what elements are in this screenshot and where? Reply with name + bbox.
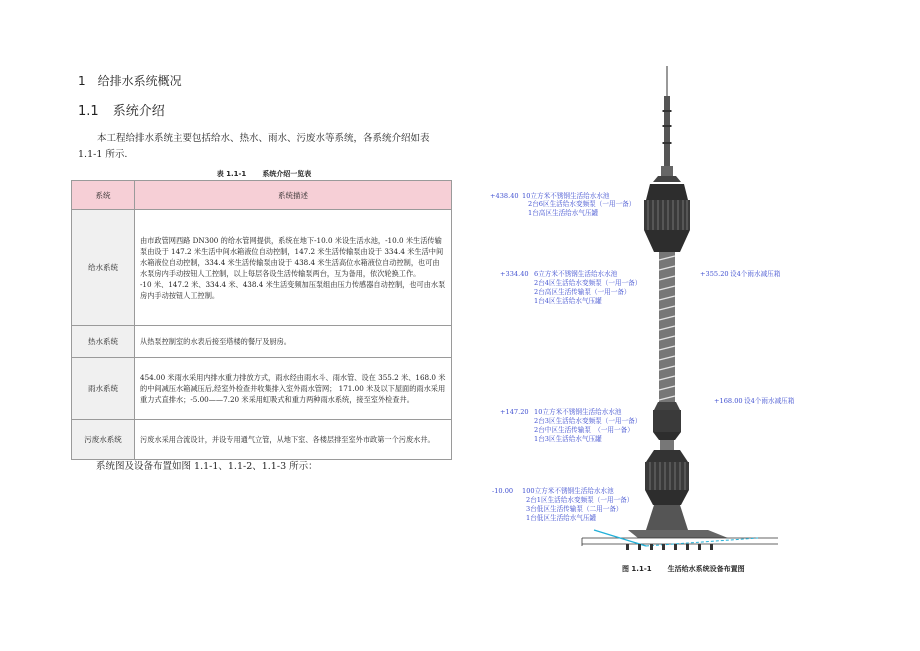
elevation-text: +147.20 [500,408,529,416]
section-title: 给排水系统概况 [97,74,182,88]
elevation-text: +355.20 [700,270,729,278]
elevation-text: +168.00 [714,397,743,405]
tower-base [646,505,688,530]
header-description: 系统描述 [135,181,452,210]
row-description [135,358,452,420]
equipment-line: 设4个雨水减压箱 [744,397,795,405]
podium [628,530,728,538]
equipment-line: 2台中区生活传输泵 （一用一备） [534,426,634,434]
equipment-line: 1台3区生活给水气压罐 [534,435,602,443]
description-line: 454.00 米雨水采用内排水重力排放方式，雨水经由雨水斗、雨水管、设在 355.2 米、168.0 米的中间减压水箱减压后,经室外检查井收集排入室外雨水管网； 171.00 米及以下屋面的雨水采用重力式直排水；-5.00——7.20 米采用虹吸式和重力两种雨水系统，接至室外检查井。 [140,373,446,404]
equipment-line: 2台高区生活传输泵（一用一备） [534,288,631,296]
antenna-ring [663,125,672,127]
figure-reference-text: 系统图及设备布置如图 1.1-1、1.1-2、1.1-3 所示： [96,461,318,472]
equipment-line: 100立方米不锈钢生活给水水池 [522,487,614,495]
row-description [135,326,452,358]
equipment-line: 3台低区生活传输泵（二用一备） [526,505,623,513]
equipment-line: 设4个雨水减压箱 [730,270,781,278]
mid-pod-cap [654,402,680,410]
description-line: 由市政管网西路 DN300 的给水管网提供，系统在地下-10.0 米设生活水池，-10.0 米生活传输泵由设于 147.2 米生活中间水箱液位自动控制，147.2 米生活传输泵由设于 334.4 米生活中间水箱液位自动控制，334.4 米生活传输泵由设于 438.4 米生活高位水箱液位自动控制，也可由水泵房内手动按钮人工控制，以上每层各设生活传输泵两台，互为备用，依次轮换工作。 [140,235,444,278]
figure-caption-text: 生活给水系统设备布置图 [667,565,745,573]
level-minus10-label [492,486,633,522]
level-438-label [490,191,635,217]
antenna-base [661,166,673,176]
equipment-line: 1台高区生活给水气压罐 [528,209,599,217]
row-name: 污废水系统 [72,420,135,460]
table-row [72,358,452,420]
figure-caption-number: 图 1.1-1 [622,565,652,573]
equipment-line: 1台4区生活给水气压罐 [534,297,602,305]
level-334-label [500,269,641,305]
top-pod-lower [644,230,690,252]
level-355-label [700,269,781,278]
equipment-line: 10立方米不锈钢生活给水水池 [534,408,622,416]
top-pod-cap [653,176,681,182]
top-pod-upper [646,184,688,200]
description-line: 从热泵控制室的水表后接至塔楼的餐厅及厨房。 [140,337,291,346]
lower-pod-body [645,462,689,490]
antenna-ring [663,110,672,112]
equipment-line: 6立方米不锈钢生活给水水池 [534,270,618,278]
elevation-text: -10.00 [492,487,514,495]
table-header-row [72,181,452,210]
table-caption-text: 系统介绍一览表 [262,170,312,178]
subsection-number: 1.1 [78,104,99,119]
intro-paragraph: 本工程给排水系统主要包括给水、热水、雨水、污废水等系统，各系统介绍如表 1.1-1 所示. [78,133,430,160]
elevation-text: +334.40 [500,270,529,278]
row-description [135,210,452,326]
lower-pod-top [646,450,688,462]
description-line: 污废水采用合流设计，并设专用通气立管，从地下室、各楼层排至室外市政第一个污废水井。 [140,435,435,444]
equipment-line: 2台1区生活给水变频泵（一用一备） [526,496,634,504]
equipment-line: 2台3区生活给水变频泵（一用一备） [534,417,642,425]
row-name: 给水系统 [72,210,135,326]
level-147-label [500,407,641,443]
table-row [72,210,452,326]
tower-diagram [478,60,798,560]
table-caption [78,169,450,179]
level-168-label [714,396,795,405]
antenna-ring [663,142,672,144]
equipment-line: 10立方米不锈钢生活给水水池 [522,192,610,200]
table-caption-number: 表 1.1-1 [216,170,247,178]
mid-pod-lower [653,432,681,440]
foundation-piles [626,544,713,550]
lower-pod-bottom [645,490,689,505]
table-row [72,420,452,460]
mid-pod-body [653,410,681,432]
equipment-line: 2台4区生活给水变频泵（一用一备） [534,279,642,287]
description-line: -10 米、147.2 米、334.4 米、438.4 米生活变频加压泵组由压力传感器自动控制，也可由水泵房内手动按钮人工控制。 [140,279,446,300]
subsection-heading [78,100,165,119]
lower-shaft [660,440,674,450]
row-description [135,420,452,460]
subsection-title: 系统介绍 [112,104,165,119]
equipment-line: 2台6区生活给水变频泵（一用一备） [528,200,636,208]
section-heading [78,72,182,89]
table-row [72,326,452,358]
equipment-line: 1台低区生活给水气压罐 [526,514,597,522]
row-name: 热水系统 [72,326,135,358]
elevation-text: +438.40 [490,192,519,200]
figure-caption [622,564,745,574]
antenna-mast [664,96,670,166]
row-name: 雨水系统 [72,358,135,420]
system-table [71,180,452,460]
header-system: 系统 [72,181,135,210]
section-number: 1 [78,74,86,88]
